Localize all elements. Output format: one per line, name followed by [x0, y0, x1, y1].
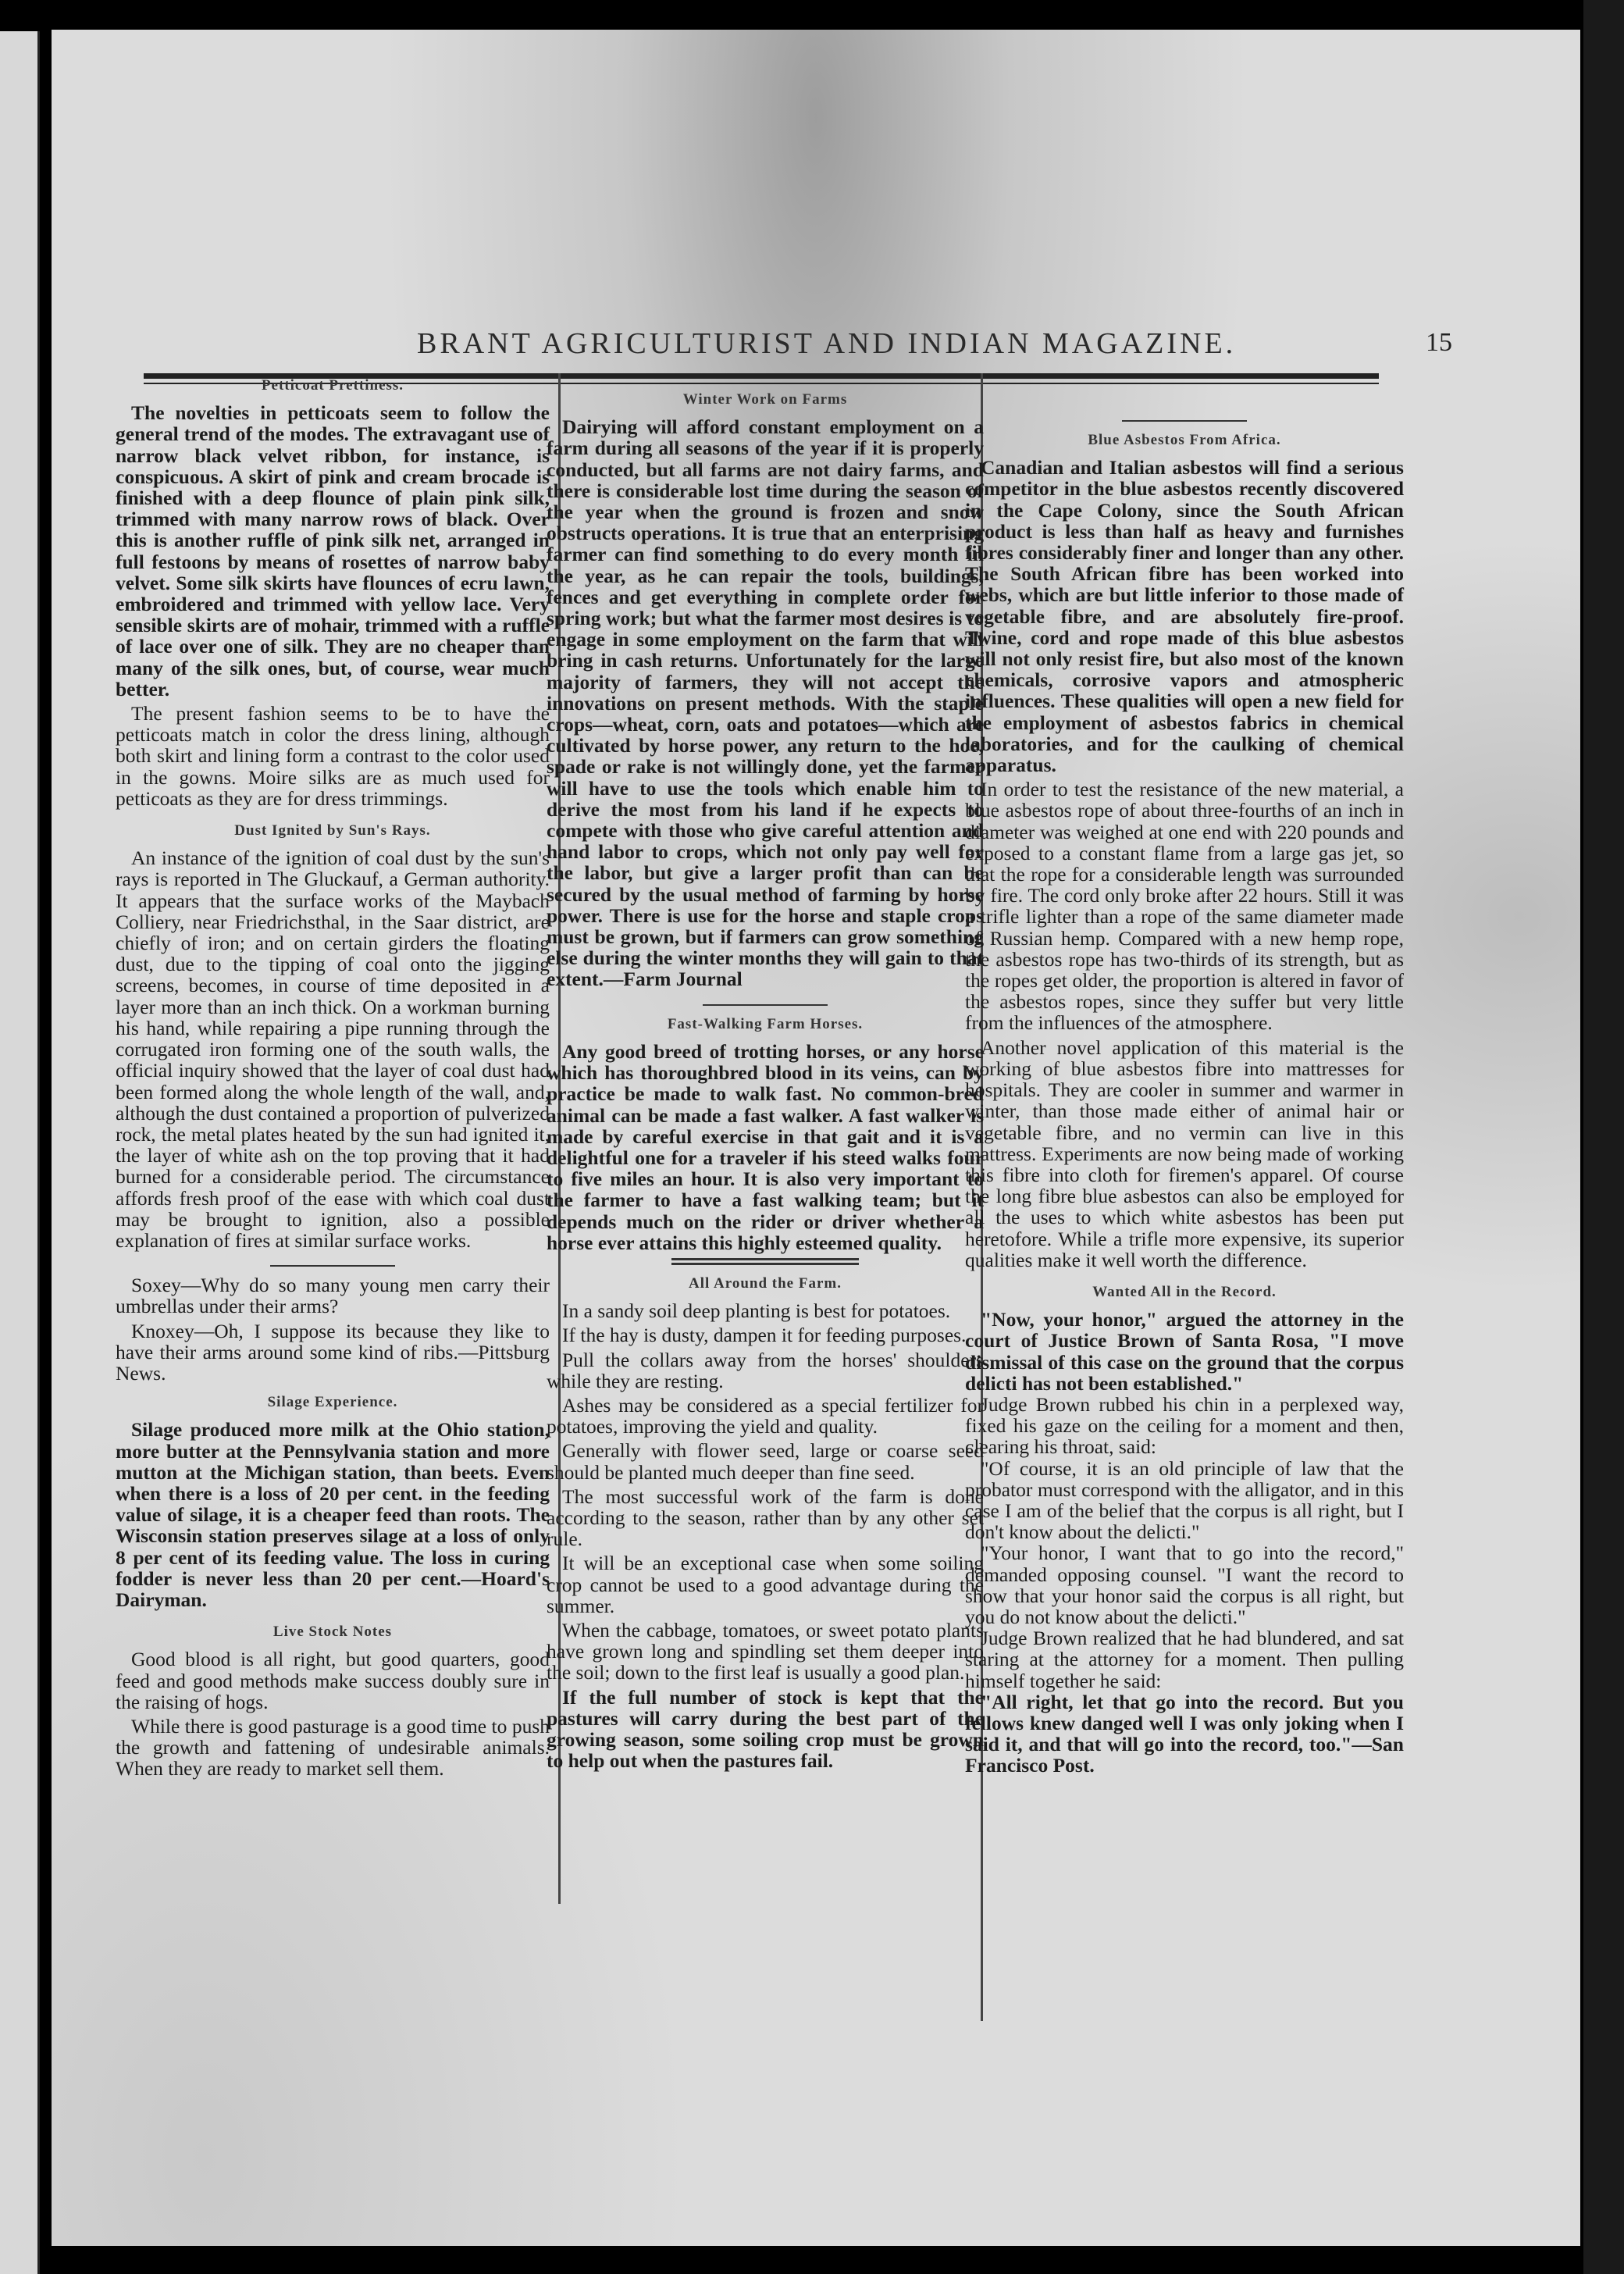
article-paragraph: It will be an exceptional case when some soiling crop cannot be used to a good advantage during the summer.: [547, 1552, 984, 1617]
article-paragraph: Ashes may be considered as a special fertilizer for potatoes, improving the yield and quality.: [547, 1393, 984, 1438]
article-paragraph: Knoxey—Oh, I suppose its because they like to have their arms around some kind of ribs.—Pittsburg News.: [116, 1319, 550, 1385]
article-title: Dust Ignited by Sun's Rays.: [234, 822, 431, 839]
column-2: [547, 381, 984, 1774]
adjacent-page-edge: [0, 31, 40, 2274]
article-paragraph: If the full number of stock is kept that the pastures will carry during the best part of the growing season, some soiling crop must be grown to help out when the pastures fail.: [547, 1685, 984, 1773]
article-title: Blue Asbestos From Africa.: [1088, 432, 1281, 448]
article-paragraph: "Now, your honor," argued the attorney in the court of Justice Brown of Santa Rosa, "I move dismissal of this case on the ground that the corpus delicti has not been established.": [965, 1308, 1404, 1395]
article-paragraph: The novelties in petticoats seem to follow the general trend of the modes. The extravagant use of narrow black velvet ribbon, for instance, is conspicuous. A skirt of pink and cream brocade is finished with a deep flounce of plain pink silk, trimmed with many narrow rows of black. Over this is another ruffle of pink silk net, arranged in full festoons by means of rosettes of narrow baby velvet. Some silk skirts have flounces of ecru lawn, embroidered and trimmed with yellow lace. Very sensible skirts are of mohair, trimmed with a ruffle of lace over one of silk. They are no cheaper than many of the silk ones, but, of course, wear much better.: [116, 401, 550, 700]
article-paragraph: Silage produced more milk at the Ohio station, more butter at the Pennsylvania station and more mutton at the Michigan station, than beets. Even when there is a loss of 20 per cent. in the feeding value of silage, it is a cheaper feed than roots. The Wisconsin station preserves silage at a loss of only 8 per cent of its feeding value. The loss in curing fodder is never less than 20 per cent.—Hoard's Dairyman.: [116, 1418, 550, 1611]
masthead: BRANT AGRICULTURIST AND INDIAN MAGAZINE.: [417, 327, 1237, 360]
article-paragraph: While there is good pasturage is a good time to push the growth and fattening of undesirable animals. When they are ready to market sell them.: [116, 1714, 550, 1780]
article-paragraph: When the cabbage, tomatoes, or sweet potato plants have grown long and spindling set them deeper into the soil; down to the first leaf is usually a good plan.: [547, 1618, 984, 1684]
column-3: [965, 406, 1404, 1777]
article-paragraph: Another novel application of this material is the working of blue asbestos fibre into mattresses for hospitals. They are cooler in summer and warmer in winter, than those made either of animal hair or vegetable fibre, and no vermin can live in this mattress. Experiments are now being made of working this fibre into cloth for firemen's apparel. Of course the long fibre blue asbestos can also be employed for all the uses to which white asbestos has been put heretofore. While a trifle more expensive, its superior qualities make it well worth the difference.: [965, 1035, 1404, 1271]
column-1: [116, 367, 550, 1783]
article-paragraph: "Of course, it is an old principle of law that the probator must correspond with the alligator, and in this case I am of the belief that the corpus is all right, but I don't know about the delicti.": [965, 1456, 1404, 1544]
article-paragraph: In a sandy soil deep planting is best for potatoes.: [562, 1299, 951, 1323]
article-title: Live Stock Notes: [272, 1624, 393, 1641]
article-paragraph: Canadian and Italian asbestos will find a serious competitor in the blue asbestos recently discovered in the Cape Colony, since the South African product is less than half as heavy and furnishes fibres considerably finer and longer than any other. The South African fibre has been worked into webs, which are but little inferior to those made of vegetable fibre, and are absolutely fire-proof. Twine, cord and rope made of this blue asbestos will not only resist fire, but also most of the known chemicals, corrosive vapors and atmospheric influences. These qualities will open a new field for the employment of asbestos fabrics in chemical laboratories, and for the caulking of chemical apparatus.: [965, 456, 1404, 777]
article-paragraph: Soxey—Why do so many young men carry their umbrellas under their arms?: [116, 1274, 550, 1318]
article-title: Petticoat Prettiness.: [261, 377, 404, 394]
separator-rule: [671, 1258, 859, 1265]
scan-border: [1583, 0, 1624, 2274]
article-paragraph: Any good breed of trotting horses, or any horse which has thoroughbred blood in its veins, can by practice be made to walk fast. No common-bred animal can be made a fast walker. A fast walker is made by careful exercise in that gait and it is a delightful one for a traveler if his steed walks four to five miles an hour. It is also very important to the farmer to have a fast walking team; but it depends much on the rider or driver whether a horse ever attains this highly esteemed quality.: [547, 1039, 984, 1254]
anecdote: [965, 1309, 1404, 1776]
article-title: Wanted All in the Record.: [1092, 1283, 1277, 1300]
article-title: All Around the Farm.: [689, 1274, 842, 1292]
separator-rule: [270, 1265, 395, 1267]
article-paragraph: An instance of the ignition of coal dust by the sun's rays is reported in The Gluckauf, a German authority. It appears that the surface works of the Maybach Colliery, near Friedrichsthal, in the Saar district, are chiefly of iron; and on certain girders the floating dust, due to the tipping of coal onto the jigging screens, becomes, in course of time deposited in a layer more than an inch thick. On a workman burning his hand, while repairing a pipe running through the corrugated iron forming one of the south walls, the official inquiry showed that the layer of coal dust had been formed along the whole length of the wall, and, although the dust contained a proportion of pulverized rock, the metal plates heated by the sun had ignited it, the layer of white ash on the top proving that it had burned for a considerable period. The circumstance affords fresh proof of the ease with which coal dust may be brought to ignition, also a possible explanation of fires at similar surface works.: [116, 847, 550, 1252]
article-paragraph: Good blood is all right, but good quarters, good feed and good methods make success doubly sure in the raising of hogs.: [116, 1648, 550, 1713]
article-paragraph: Judge Brown realized that he had blundered, and sat staring at the attorney for a moment. Then pulling himself together he said:: [965, 1627, 1404, 1692]
article-paragraph: Dairying will afford constant employment on a farm during all seasons of the year if it is properly conducted, but all farms are not dairy farms, and there is considerable lost time during the season of the year when the ground is frozen and snow obstructs operations. It is true that an enterprising farmer can find something to do every month in the year, as he can repair the tools, buildings, fences and get everything in complete order for spring work; but what the farmer most desires is to engage in some employment on the farm that will bring in cash returns. Unfortunately for the large majority of farmers, they will not accept the innovations on present methods. With the staple crops—wheat, corn, oats and potatoes—which are cultivated by horse power, any return to the hoe, spade or rake is not willingly done, yet the farmer will have to use the tools which enable him to derive the most from his land if he expects to compete with those who give careful attention and hand labor to crops, which not only pay well for the labor, but give a larger profit than can be secured by the usual method of farming by horse power. There is use for the horse and staple crops must be grown, but if farmers can grow something else during the winter months they will gain to that extent.—Farm Journal: [547, 415, 984, 991]
article-paragraph: If the hay is dusty, dampen it for feeding purposes.: [562, 1324, 967, 1347]
article-title: Winter Work on Farms: [682, 391, 848, 408]
article-title: Silage Experience.: [267, 1394, 398, 1411]
separator-rule: [703, 1004, 828, 1006]
article-paragraph: Generally with flower seed, large or coarse seed should be planted much deeper than fine seed.: [547, 1439, 984, 1484]
article-paragraph: Pull the collars away from the horses' shoulders while they are resting.: [547, 1348, 984, 1392]
article-paragraph: The present fashion seems to be to have the petticoats match in color the dress lining, although both skirt and lining form a contrast to the color used in the gowns. Moire silks are as much used for petticoats as they are for dress trimmings.: [116, 702, 550, 810]
separator-rule: [1122, 420, 1247, 422]
article-paragraph: Judge Brown rubbed his chin in a perplexed way, fixed his gaze on the ceiling for a moment and then, clearing his throat, said:: [965, 1392, 1404, 1459]
article-paragraph: The most successful work of the farm is done according to the season, rather than by any other set rule.: [547, 1485, 984, 1551]
article-paragraph: "Your honor, I want that to go into the record," demanded opposing counsel. "I want the record to show that your honor said the corpus is all right, but you do not know about the delicti.": [965, 1542, 1404, 1628]
page-number: 15: [1426, 328, 1452, 357]
article-paragraph: In order to test the resistance of the new material, a blue asbestos rope of about three-fourths of an inch in diameter was weighed at one end with 220 pounds and exposed to a constant flame from a large gas jet, so that the rope for a considerable length was surrounded by fire. The cord only broke after 22 hours. Still it was a trifle lighter than a rope of the same diameter made of Russian hemp. Compared with a new hemp rope, the asbestos rope has two-thirds of its strength, but as the ropes get older, the proportion is altered in favor of the asbestos ropes, since they suffer but very little from the influences of the atmosphere.: [965, 778, 1404, 1035]
article-paragraph: "All right, let that go into the record. But you fellows knew danged well I was only joking when I said it, and that will go into the record, too."—San Francisco Post.: [965, 1690, 1404, 1777]
article-title: Fast-Walking Farm Horses.: [667, 1015, 864, 1032]
